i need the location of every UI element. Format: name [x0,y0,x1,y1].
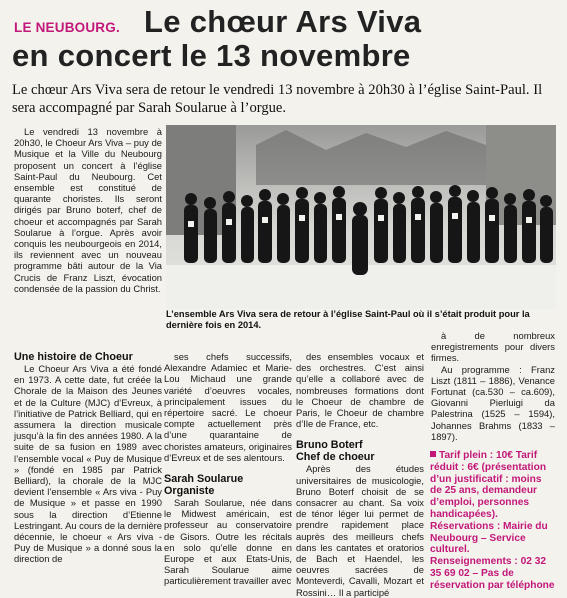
conductor-heading-name: Bruno Boterf [296,439,363,452]
practical-info [430,450,556,592]
square-bullet-icon [430,451,436,457]
organist-paragraph: Sarah Soularue, née dans le Midwest américain, est professeur au conservatoire de Gisors. Outre les récitals en solo qu’elle donne en Europe et aux Etats-Unis, Sarah Soularue aime particulièrement travailler avec [164,497,292,587]
intro-column [14,126,162,294]
conductor-heading-role: Chef de choeur [296,451,375,464]
photo-caption: L’ensemble Ars Viva sera de retour à l’église Saint-Paul où il s’était produit pour la dernière fois en 2014. [166,309,530,330]
booking-info: Réservations : Mairie du Neubourg – Service culturel. [430,520,548,556]
price-info: Tarif plein : 10€ Tarif réduit : 6€ (présentation d’un justificatif : moins de 25 ans, demandeur d’emploi, personnes handicapées). [430,450,547,520]
organist-heading-role: Organiste [164,485,215,498]
history-heading: Une histoire de Choeur [14,351,133,363]
history-column [14,351,162,565]
conductor-paragraph: Après des études universitaires de musicologie, Bruno Boterf choisit de se consacrer au chant. Sa voix de ténor léger lui permet de prendre rapidement place auprès des meilleurs chefs dans les cantates et oratorios de Bach et Haendel, les oeuvres sacrées de Monteverdi, Cavalli, Mozart et Rossini… Il a participé [296,463,424,598]
lead-paragraph: Le chœur Ars Viva sera de retour le vendredi 13 novembre à 20h30 à l’église Saint-Paul. Il sera accompagné par Sarah Soularue à l’orgue. [12,82,543,116]
fourth-column [431,330,555,442]
organist-heading-name: Sarah Soularue [164,473,244,486]
second-column [164,351,292,587]
history-paragraph: Le Choeur Ars Viva a été fondé en 1973. A cette date, fut créée la Chorale de la Maison des Jeunes et de la Culture (MJC) d’Evreux, à l’initiative de Patrick Belliard, qui en assumera la direction musicale jusqu’à la fin des années 1980. A la suite de sa fusion en 1989 avec l’ensemble vocal « Puy de Musique » (fondé en 1985 par Patrick Belliard), la chorale de la MJC devient l’ensemble « Ars viva - Puy de Musique » et passe en 1990 sous la direction d’Etienne Lestringant. Au cours de la dernière décennie, le choeur « Ars viva - Puy de Musique » a donné sous la direction de [14,363,163,565]
contact-info: Renseignements : 02 32 35 69 02 – Pas de réservation par téléphone [430,556,555,591]
organist-continued-paragraph: des ensembles vocaux et des orchestres. C’est ainsi qu’elle a collaboré avec de nombreuses formations dont le Choeur de chambre de Paris, le Choeur de chambre d’Ile de France, etc. [296,351,424,430]
headline-line-2: en concert le 13 novembre [12,38,411,73]
history-continued-paragraph: ses chefs successifs, Alexandre Adamiec et Marie-Lou Michaud une grande variété d’oeuvres vocales, principalement issues du répertoire sacré. Le choeur compte actuellement près d’une quarantaine de choristes amateurs, originaires d’Evreux et de ses alentours. [164,351,292,463]
conductor-continued-paragraph: à de nombreux enregistrements pour divers firmes. [431,330,555,364]
choir-photo [166,125,556,309]
programme-paragraph: Au programme : Franz Liszt (1811 – 1886), Venance Fortunat (ca.530 – ca.609), Giovanni Pierluigi da Palestrina (1525 – 1594), Johannes Brahms (1833 – 1897). [431,363,555,442]
kicker: LE NEUBOURG. [14,20,120,35]
headline-line-1: Le chœur Ars Viva [144,4,422,39]
intro-paragraph: Le vendredi 13 novembre à 20h30, le Choeur Ars Viva – puy de Musique et la Ville du Neubourg proposent un concert à l’église Saint-Paul du Neubourg. Cet ensemble est constitué de quarante choristes. Ils seront dirigés par Bruno boterf, chef de choeur et accompagnés par Sarah Soularue à l’orgue. Après avoir conquis les neubourgeois en 2014, ils reviennent avec un nouveau programme bâti autour de la Via Crucis de Franz Liszt, évocation condensée de la passion du Christ. [14,126,162,294]
third-column [296,351,424,598]
choir-photo-image [166,125,556,309]
